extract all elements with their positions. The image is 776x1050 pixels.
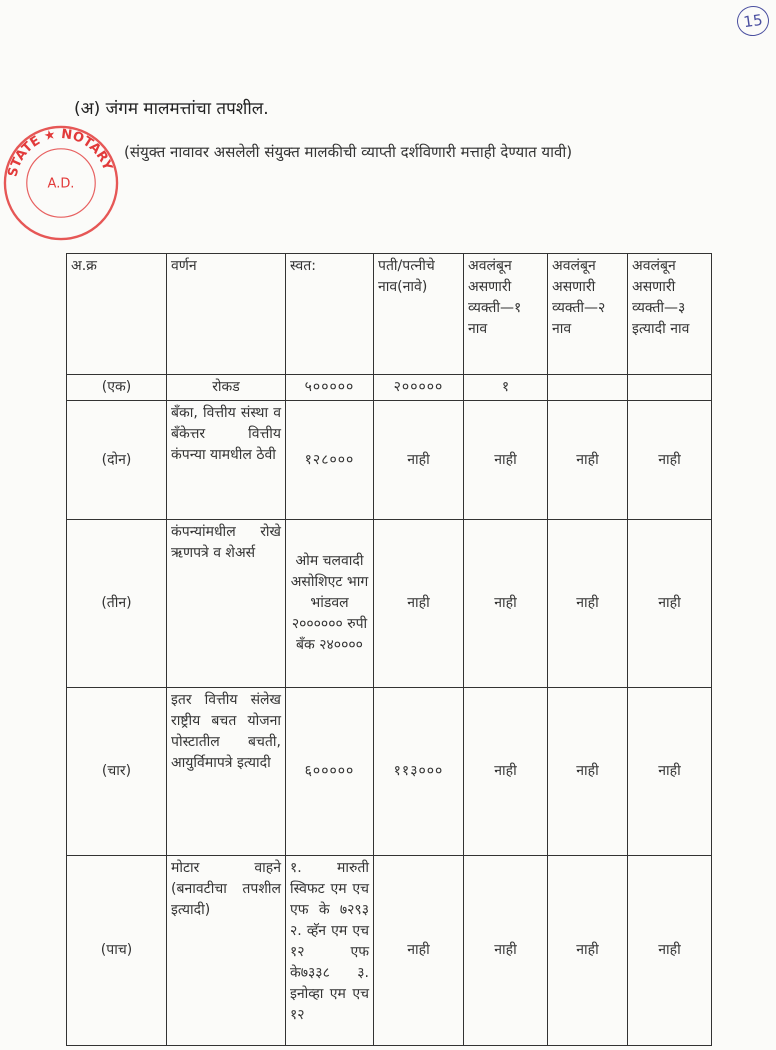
cell-self: १२८०००	[286, 401, 374, 520]
cell-dependent-3: नाही	[628, 688, 712, 856]
cell-dependent-3	[628, 375, 712, 401]
svg-text:STATE ★ NOTARY	[6, 127, 115, 178]
table-header-row	[67, 254, 712, 375]
cell-dependent-2: नाही	[548, 401, 628, 520]
cell-dependent-1: नाही	[464, 856, 548, 1046]
notary-stamp	[2, 124, 120, 242]
movable-assets-table	[66, 253, 712, 1046]
cell-dependent-1: नाही	[464, 688, 548, 856]
cell-self: ५०००००	[286, 375, 374, 401]
header-cell: पती/पत्नीचे नाव(नावे)	[374, 254, 464, 375]
cell-spouse: ११३०००	[374, 688, 464, 856]
cell-serial: (एक)	[67, 375, 167, 401]
cell-serial: (दोन)	[67, 401, 167, 520]
cell-self: १. मारुती स्विफट एम एच एफ के ७२९३ २. व्हॅन एम एच १२ एफ के७३३८ ३. इनोव्हा एम एच १२	[286, 856, 374, 1046]
stamp-text: STATE ★ NOTARY	[5, 126, 115, 179]
cell-dependent-3: नाही	[628, 401, 712, 520]
cell-description: बँका, वित्तीय संस्था व बँकेत्तर वित्तीय कंपन्या यामधील ठेवी	[167, 401, 286, 520]
cell-dependent-2: नाही	[548, 688, 628, 856]
header-cell: वर्णन	[167, 254, 286, 375]
cell-self: ओम चलवादी असोशिएट भाग भांडवल २०००००० रुपी बँक २४००००	[286, 520, 374, 688]
header-cell: अवलंबून असणारी व्यक्ती—१ नाव	[464, 254, 548, 375]
cell-dependent-3: नाही	[628, 520, 712, 688]
cell-spouse: २०००००	[374, 375, 464, 401]
page-number: 15	[735, 4, 771, 38]
cell-self: ६०००००	[286, 688, 374, 856]
cell-dependent-1: नाही	[464, 401, 548, 520]
header-cell: अवलंबून असणारी व्यक्ती—२ नाव	[548, 254, 628, 375]
cell-dependent-1: १	[464, 375, 548, 401]
header-cell: अ.क्र	[67, 254, 167, 375]
cell-dependent-2	[548, 375, 628, 401]
cell-spouse: नाही	[374, 856, 464, 1046]
cell-serial: (पाच)	[67, 856, 167, 1046]
stamp-subtext: A.D.	[47, 176, 75, 192]
table-row	[67, 856, 712, 1046]
table-row	[67, 375, 712, 401]
cell-description: कंपन्यांमधील रोखे ऋणपत्रे व शेअर्स	[167, 520, 286, 688]
header-cell: स्वत:	[286, 254, 374, 375]
header-cell: अवलंबून असणारी व्यक्ती—३ इत्यादी नाव	[628, 254, 712, 375]
cell-spouse: नाही	[374, 401, 464, 520]
cell-dependent-1: नाही	[464, 520, 548, 688]
cell-description: इतर वित्तीय संलेख राष्ट्रीय बचत योजना पोस्टातील बचती, आयुर्विमापत्रे इत्यादी	[167, 688, 286, 856]
table-row	[67, 688, 712, 856]
cell-spouse: नाही	[374, 520, 464, 688]
section-heading: (अ) जंगम मालमत्तांचा तपशील.	[74, 99, 269, 119]
table-row	[67, 520, 712, 688]
cell-serial: (चार)	[67, 688, 167, 856]
cell-dependent-2: नाही	[548, 856, 628, 1046]
section-subheading: (संयुक्त नावावर असलेली संयुक्त मालकीची व्याप्ती दर्शविणारी मत्ताही देण्यात यावी)	[124, 143, 573, 161]
cell-description: रोकड	[167, 375, 286, 401]
cell-description: मोटार वाहने (बनावटीचा तपशील इत्यादी)	[167, 856, 286, 1046]
cell-dependent-2: नाही	[548, 520, 628, 688]
cell-serial: (तीन)	[67, 520, 167, 688]
table-row	[67, 401, 712, 520]
cell-dependent-3: नाही	[628, 856, 712, 1046]
